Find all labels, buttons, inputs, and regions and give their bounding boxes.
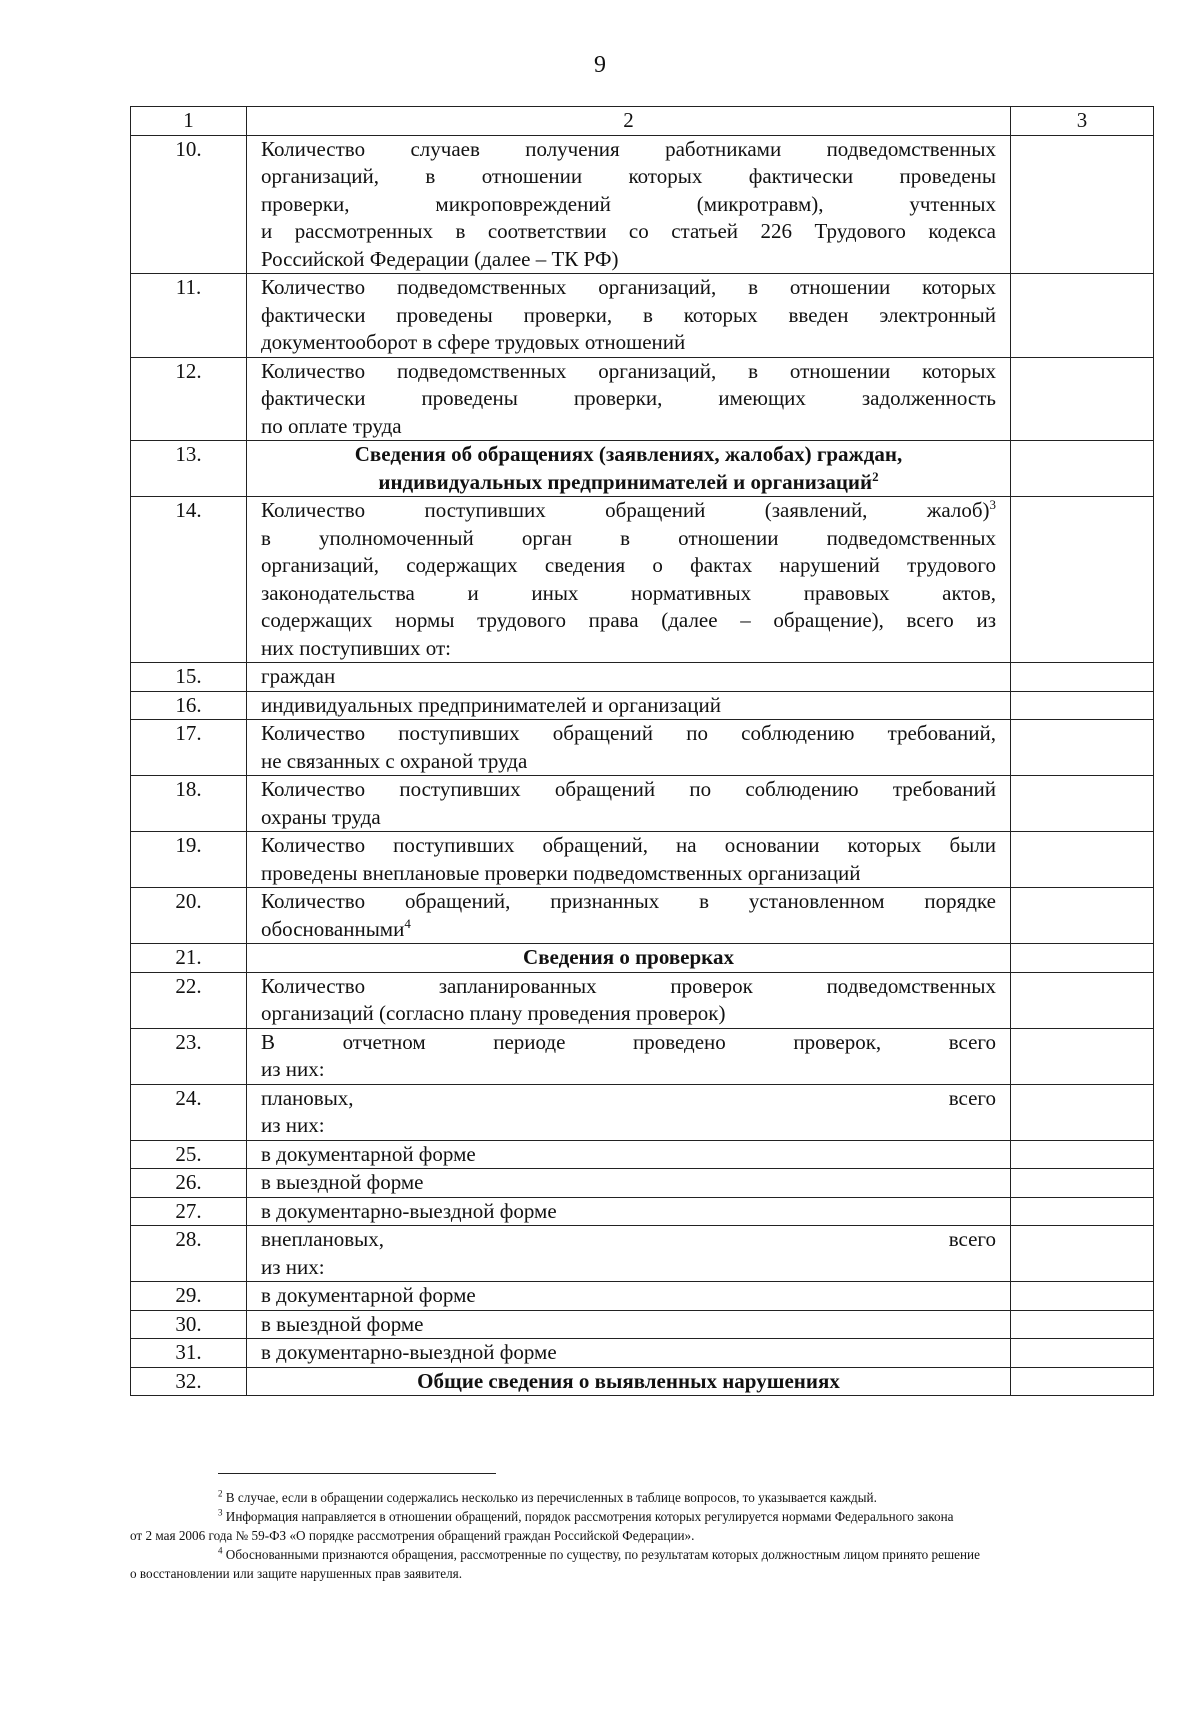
row-number: 16. [131, 691, 247, 720]
line-text: и рассмотренных в соответствии со статьей 226 Трудового кодекса [261, 219, 996, 243]
line-text: организаций (согласно плану проведения проверок) [261, 1001, 726, 1025]
text-line [261, 692, 996, 720]
text-line [261, 973, 996, 1001]
text-line [261, 413, 996, 441]
row-value-cell[interactable] [1011, 1197, 1154, 1226]
line-text: Количество поступивших обращений по соблюдению требований [261, 777, 996, 801]
row-number: 25. [131, 1140, 247, 1169]
line-text: Сведения об обращениях (заявлениях, жалобах) граждан, [354, 442, 903, 466]
row-value-cell[interactable] [1011, 832, 1154, 888]
footnote-separator [218, 1473, 496, 1474]
row-number: 23. [131, 1028, 247, 1084]
row-description [247, 497, 1011, 663]
line-text: плановых, всего [261, 1085, 996, 1110]
row-number: 19. [131, 832, 247, 888]
row-description [247, 1084, 1011, 1140]
row-description [247, 357, 1011, 441]
row-description [247, 776, 1011, 832]
row-value-cell[interactable] [1011, 357, 1154, 441]
row-value-cell[interactable] [1011, 663, 1154, 692]
row-description [247, 720, 1011, 776]
row-number: 27. [131, 1197, 247, 1226]
line-text: в документарно-выездной форме [261, 1340, 557, 1364]
row-value-cell[interactable] [1011, 1169, 1154, 1198]
row-number: 17. [131, 720, 247, 776]
text-line [261, 1169, 996, 1197]
footnote-text: Обоснованными признаются обращения, рассмотренные по существу, по результатам которых должностным лицом принято решение [225, 1547, 980, 1562]
row-number: 11. [131, 274, 247, 358]
text-line [261, 832, 996, 860]
text-line [261, 663, 996, 691]
text-line [261, 1339, 996, 1367]
row-number: 28. [131, 1226, 247, 1282]
text-line [261, 246, 996, 274]
row-description [247, 1282, 1011, 1311]
table-row [131, 691, 1154, 720]
row-number: 29. [131, 1282, 247, 1311]
footnote-marker[interactable]: 3 [989, 497, 996, 512]
text-line [261, 860, 996, 888]
text-line [261, 1226, 996, 1254]
text-line [261, 944, 996, 972]
text-line [261, 1282, 996, 1310]
line-text: них поступивших от: [261, 635, 451, 660]
row-value-cell[interactable] [1011, 1028, 1154, 1084]
line-text: граждан [261, 664, 336, 688]
text-line [261, 329, 996, 357]
line-text: организаций, содержащих сведения о фактах нарушений трудового [261, 553, 996, 577]
row-description [247, 832, 1011, 888]
line-text: Количество обращений, признанных в установленном порядке [261, 889, 996, 913]
footnote-line [130, 1488, 1150, 1507]
text-line [261, 1254, 996, 1282]
line-text: Количество поступивших обращений (заявлений, жалоб) [261, 498, 990, 522]
line-text: не связанных с охраной труда [261, 748, 528, 773]
text-line [261, 469, 996, 497]
line-text: в документарной форме [261, 1283, 476, 1307]
line-text: охраны труда [261, 804, 381, 829]
table-row [131, 663, 1154, 692]
row-number: 20. [131, 888, 247, 944]
footnote-line [130, 1545, 1150, 1564]
row-number: 21. [131, 944, 247, 973]
table-body [131, 107, 1154, 1396]
table-row [131, 720, 1154, 776]
table-row [131, 1140, 1154, 1169]
row-value-cell[interactable] [1011, 888, 1154, 944]
section-heading [247, 1367, 1011, 1396]
section-heading [247, 944, 1011, 973]
table-row [131, 1339, 1154, 1368]
line-text: в документарно-выездной форме [261, 1198, 557, 1223]
line-text: фактически проведены проверки, в которых введен электронный [261, 302, 996, 327]
line-text: индивидуальных предпринимателей и организаций [378, 469, 873, 494]
table-row [131, 1310, 1154, 1339]
report-form-table [130, 106, 1154, 1396]
text-line [261, 1056, 996, 1084]
text-line [261, 191, 996, 219]
row-description [247, 663, 1011, 692]
text-line [261, 1085, 996, 1113]
line-text: из них: [261, 1057, 325, 1081]
row-number: 13. [131, 441, 247, 497]
footnote-line [130, 1507, 1150, 1526]
text-line [261, 1029, 996, 1057]
table-row [131, 1084, 1154, 1140]
text-line [261, 358, 996, 386]
row-description [247, 1169, 1011, 1198]
header-col-3: 3 [1011, 107, 1154, 136]
line-text: В отчетном периоде проведено проверок, всего [261, 1029, 996, 1054]
text-line [261, 525, 996, 553]
footnote-number: 4 [218, 1545, 223, 1556]
table-row [131, 441, 1154, 497]
row-description [247, 888, 1011, 944]
footnote-line [130, 1526, 1150, 1545]
text-line [261, 441, 996, 469]
table-row [131, 357, 1154, 441]
text-line [261, 916, 996, 944]
row-value-cell[interactable] [1011, 1339, 1154, 1368]
text-line [261, 163, 996, 191]
text-line [261, 385, 996, 413]
header-col-1: 1 [131, 107, 247, 136]
line-text: обоснованными [261, 916, 405, 941]
line-text: документооборот в сфере трудовых отношений [261, 330, 686, 354]
text-line [261, 552, 996, 580]
line-text: организаций, в отношении которых фактически проведены [261, 164, 996, 188]
text-line [261, 1368, 996, 1396]
table-row [131, 1367, 1154, 1396]
row-description [247, 1226, 1011, 1282]
text-line [261, 1000, 996, 1028]
row-number: 31. [131, 1339, 247, 1368]
line-text: Количество поступивших обращений по соблюдению требований, [261, 721, 996, 745]
table-row [131, 1282, 1154, 1311]
line-text: Российской Федерации (далее – ТК РФ) [261, 246, 619, 271]
line-text: Количество случаев получения работниками подведомственных [261, 136, 996, 161]
table-row [131, 832, 1154, 888]
text-line [261, 274, 996, 302]
row-number: 12. [131, 357, 247, 441]
table-row [131, 1028, 1154, 1084]
row-description [247, 1310, 1011, 1339]
row-number: 15. [131, 663, 247, 692]
table-row [131, 1197, 1154, 1226]
line-text: Количество подведомственных организаций, в отношении которых [261, 358, 996, 383]
row-value-cell[interactable] [1011, 1367, 1154, 1396]
text-line [261, 302, 996, 330]
table-row [131, 274, 1154, 358]
page-number: 9 [594, 52, 606, 78]
line-text: содержащих нормы трудового права (далее – обращение), всего из [261, 608, 996, 632]
footnote-number: 3 [218, 1507, 223, 1518]
row-value-cell[interactable] [1011, 274, 1154, 358]
table-row [131, 1226, 1154, 1282]
line-text: в выездной форме [261, 1311, 424, 1336]
row-number: 18. [131, 776, 247, 832]
row-value-cell[interactable] [1011, 1140, 1154, 1169]
text-line [261, 1112, 996, 1140]
row-number: 22. [131, 972, 247, 1028]
text-line [261, 1198, 996, 1226]
line-text: Сведения о проверках [523, 945, 734, 969]
text-line [261, 1141, 996, 1169]
row-description [247, 135, 1011, 274]
row-description [247, 691, 1011, 720]
text-line [261, 804, 996, 832]
line-text: в документарной форме [261, 1141, 476, 1166]
row-description [247, 1197, 1011, 1226]
footnote-marker[interactable]: 2 [872, 468, 879, 484]
text-line [261, 607, 996, 635]
line-text: проведены внеплановые проверки подведомственных организаций [261, 860, 861, 885]
line-text: законодательства и иных нормативных правовых актов, [261, 580, 996, 605]
row-number: 32. [131, 1367, 247, 1396]
row-number: 24. [131, 1084, 247, 1140]
text-line [261, 580, 996, 608]
table-row [131, 1169, 1154, 1198]
row-value-cell[interactable] [1011, 1282, 1154, 1311]
line-text: Общие сведения о выявленных нарушениях [417, 1368, 840, 1393]
row-value-cell[interactable] [1011, 441, 1154, 497]
row-value-cell[interactable] [1011, 691, 1154, 720]
row-value-cell[interactable] [1011, 972, 1154, 1028]
text-line [261, 497, 996, 525]
line-text: Количество поступивших обращений, на основании которых были [261, 833, 996, 857]
line-text: по оплате труда [261, 413, 402, 438]
line-text: в уполномоченный орган в отношении подведомственных [261, 525, 996, 550]
row-value-cell[interactable] [1011, 1084, 1154, 1140]
line-text: индивидуальных предпринимателей и организаций [261, 692, 721, 717]
row-number: 14. [131, 497, 247, 663]
footnote-line [130, 1564, 1150, 1583]
row-number: 10. [131, 135, 247, 274]
footnote-text: Информация направляется в отношении обращений, порядок рассмотрения которых регулируется нормами Федерального закона [225, 1509, 954, 1524]
line-text: из них: [261, 1254, 325, 1279]
line-text: Количество запланированных проверок подведомственных [261, 973, 996, 998]
footnote-text: В случае, если в обращении содержались несколько из перечисленных в таблице вопросов, то указывается каждый. [225, 1490, 877, 1505]
row-value-cell[interactable] [1011, 944, 1154, 973]
footnote-number: 2 [218, 1488, 223, 1499]
table-row [131, 888, 1154, 944]
section-heading [247, 441, 1011, 497]
line-text: из них: [261, 1113, 325, 1137]
line-text: Количество подведомственных организаций, в отношении которых [261, 275, 996, 299]
row-value-cell[interactable] [1011, 1310, 1154, 1339]
table-row [131, 135, 1154, 274]
row-description [247, 1339, 1011, 1368]
table-row [131, 944, 1154, 973]
table-row [131, 972, 1154, 1028]
line-text: внеплановых, всего [261, 1227, 996, 1251]
line-text: в выездной форме [261, 1170, 424, 1194]
footnote-text: о восстановлении или защите нарушенных прав заявителя. [130, 1566, 463, 1581]
row-value-cell[interactable] [1011, 497, 1154, 663]
text-line [261, 218, 996, 246]
row-value-cell[interactable] [1011, 776, 1154, 832]
text-line [261, 888, 996, 916]
row-number: 30. [131, 1310, 247, 1339]
line-text: фактически проведены проверки, имеющих задолженность [261, 386, 996, 410]
footnotes [130, 1488, 1150, 1583]
text-line [261, 1311, 996, 1339]
footnote-marker[interactable]: 4 [404, 915, 411, 931]
row-number: 26. [131, 1169, 247, 1198]
text-line [261, 635, 996, 663]
text-line [261, 748, 996, 776]
row-description [247, 972, 1011, 1028]
table-row [131, 497, 1154, 663]
header-col-2: 2 [247, 107, 1011, 136]
row-value-cell[interactable] [1011, 720, 1154, 776]
row-description [247, 1140, 1011, 1169]
table-row [131, 776, 1154, 832]
text-line [261, 720, 996, 748]
text-line [261, 776, 996, 804]
row-description [247, 274, 1011, 358]
row-value-cell[interactable] [1011, 135, 1154, 274]
footnote-text: от 2 мая 2006 года № 59-ФЗ «О порядке рассмотрения обращений граждан Российской Федерации». [130, 1528, 695, 1543]
line-text: проверки, микроповреждений (микротравм), учтенных [261, 191, 996, 216]
text-line [261, 136, 996, 164]
row-description [247, 1028, 1011, 1084]
row-value-cell[interactable] [1011, 1226, 1154, 1282]
table-header-row [131, 107, 1154, 136]
